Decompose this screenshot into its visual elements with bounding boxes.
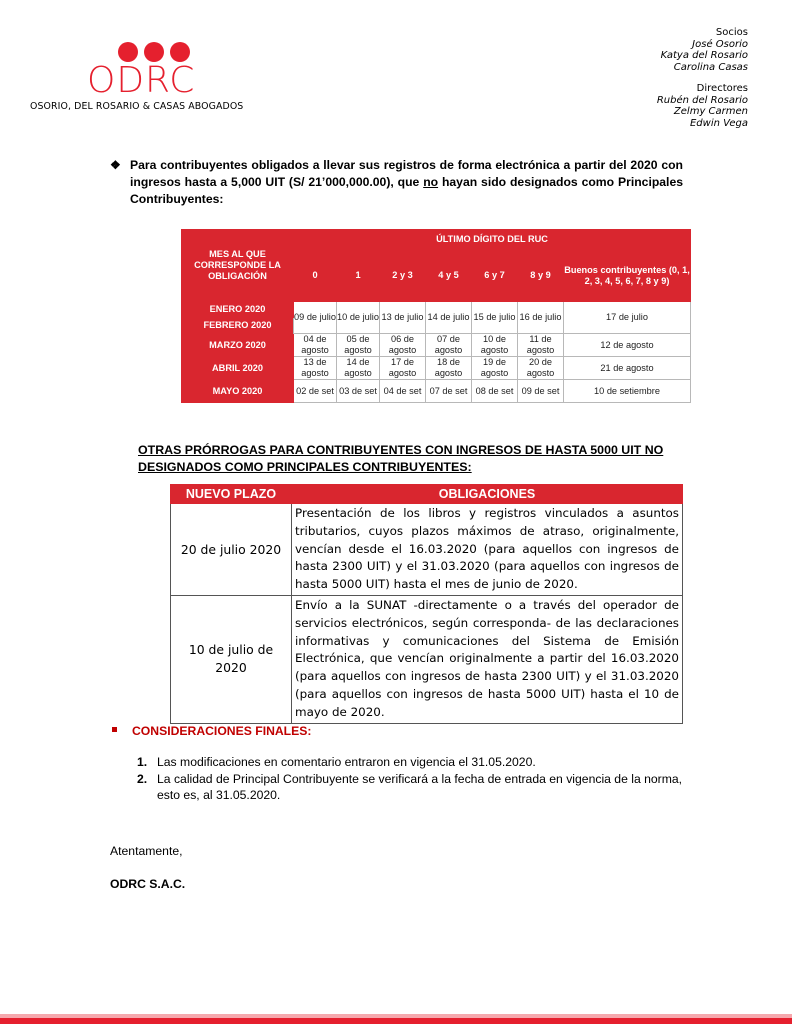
list-number: 2. [137,772,148,786]
list-text: La calidad de Principal Contribuyente se verificará a la fecha de entrada en vigencia de la norma, esto es, al 31.05.2020. [157,772,683,802]
closing-text: Atentamente, [110,844,183,858]
consideraciones-list [137,754,683,804]
table-header-month: MES AL QUE CORRESPONDE LA OBLIGACIÓN [182,230,294,302]
date-cell: 09 de julio [294,302,337,334]
table-row [182,334,691,357]
date-cell: 12 de agosto [564,334,691,357]
socio-name: José Osorio [692,38,748,50]
plazo-cell: 10 de julio de 2020 [171,595,292,723]
date-cell: 06 de agosto [380,334,426,357]
date-cell: 19 de agosto [472,357,518,380]
footer-stripe [0,1018,792,1024]
ruc-schedule-table [181,229,691,403]
obligacion-cell: Presentación de los libros y registros vinculados a asuntos tributarios, cuyos plazos máximos de atraso, originalmente, vencían desde el 16.03.2020 (para aquellos con ingresos de hasta 2300 UIT) y el 31.03.2020 (para aquellos con ingresos de hasta 5000 UIT) hasta el mes de junio de 2020. [292,504,683,596]
list-item [137,771,683,803]
section-title-prorrogas: OTRAS PRÓRROGAS PARA CONTRIBUYENTES CON INGRESOS DE HASTA 5000 UIT NO DESIGNADOS COMO PRINCIPALES CONTRIBUYENTES: [138,443,664,474]
date-cell: 07 de agosto [426,334,472,357]
table-row [182,357,691,380]
logo-dots-icon [118,42,190,62]
logo-name: ODRC [87,60,196,101]
list-item [137,754,683,770]
date-cell: 04 de set [380,380,426,403]
date-cell: 17 de julio [564,302,691,334]
table-row [182,380,691,403]
date-cell: 17 de agosto [380,357,426,380]
date-cell: 02 de set [294,380,337,403]
date-cell: 21 de agosto [564,357,691,380]
month-cell: ABRIL 2020 [182,357,294,380]
date-cell: 10 de agosto [472,334,518,357]
date-cell: 20 de agosto [518,357,564,380]
socios-title: Socios [715,27,748,38]
date-cell: 05 de agosto [337,334,380,357]
date-cell: 10 de julio [337,302,380,334]
list-number: 1. [137,755,148,769]
date-cell: 10 de setiembre [564,380,691,403]
section-title-consideraciones: CONSIDERACIONES FINALES: [132,724,312,738]
partners-list [657,27,748,129]
prorrogas-table [170,484,683,724]
digit-header: 1 [337,250,380,302]
date-cell: 07 de set [426,380,472,403]
square-bullet-icon [112,727,117,732]
obligacion-cell: Envío a la SUNAT -directamente o a través del operador de servicios electrónicos, según corresponda- de las declaraciones informativas y comunicaciones del Sistema de Emisión Electrónica, que vencían originalmente a partir del 16.03.2020 (para aquellos con ingresos de hasta 2300 UIT) y el 31.03.2020 (para aquellos con ingresos de hasta 5000 UIT) hasta el 10 de mayo de 2020. [292,595,683,723]
table-header-plazo: NUEVO PLAZO [171,485,292,504]
digit-header: 4 y 5 [426,250,472,302]
digit-header: 8 y 9 [518,250,564,302]
digit-header: 0 [294,250,337,302]
month-cell: FEBRERO 2020 [182,318,294,334]
date-cell: 18 de agosto [426,357,472,380]
date-cell: 15 de julio [472,302,518,334]
intro-underlined: no [423,175,439,189]
month-cell: MAYO 2020 [182,380,294,403]
logo-subtitle: OSORIO, DEL ROSARIO & CASAS ABOGADOS [30,101,244,112]
intro-text-before: Para contribuyentes obligados a llevar sus registros de forma electrónica a partir del 2020 con ingresos hasta a 5,000 UIT (S/ 21’000,000.00), que [130,158,683,189]
director-name: Zelmy Carmen [673,106,748,117]
date-cell: 14 de julio [426,302,472,334]
date-cell: 16 de julio [518,302,564,334]
date-cell: 08 de set [472,380,518,403]
director-name: Edwin Vega [689,117,748,129]
month-cell: MARZO 2020 [182,334,294,357]
directores-title: Directores [696,83,748,94]
table-header-ruc: ÚLTIMO DÍGITO DEL RUC [294,230,691,250]
digit-header: 2 y 3 [380,250,426,302]
date-cell: 14 de agosto [337,357,380,380]
date-cell: 04 de agosto [294,334,337,357]
date-cell: 03 de set [337,380,380,403]
socio-name: Carolina Casas [673,61,748,73]
table-row [171,504,683,596]
date-cell: 13 de julio [380,302,426,334]
date-cell: 11 de agosto [518,334,564,357]
intro-paragraph [110,157,683,208]
plazo-cell: 20 de julio 2020 [171,504,292,596]
digit-header: Buenos contribuyentes (0, 1, 2, 3, 4, 5, 6, 7, 8 y 9) [564,250,691,302]
list-text: Las modificaciones en comentario entraron en vigencia el 31.05.2020. [157,755,536,769]
month-cell: ENERO 2020 [182,302,294,318]
date-cell: 13 de agosto [294,357,337,380]
intro-text-after: hayan sido designados como Principales Contribuyentes: [130,175,683,206]
director-name: Rubén del Rosario [656,94,748,106]
table-row [171,595,683,723]
date-cell: 09 de set [518,380,564,403]
diamond-bullet-icon: ❖ [110,158,121,172]
table-header-obligaciones: OBLIGACIONES [292,485,683,504]
table-row [182,302,691,318]
signature: ODRC S.A.C. [110,877,186,891]
socio-name: Katya del Rosario [660,50,748,61]
digit-header: 6 y 7 [472,250,518,302]
